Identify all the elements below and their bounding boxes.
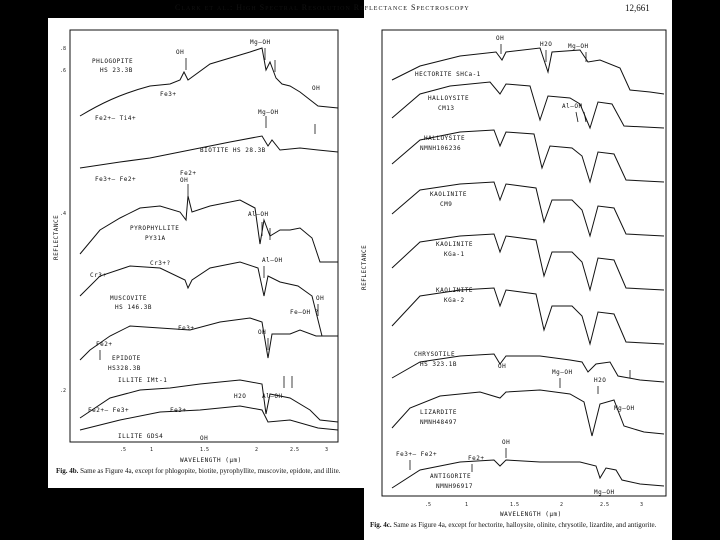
feature-label: OH xyxy=(496,35,505,42)
right-figure xyxy=(361,30,666,518)
feature-label: H2O xyxy=(594,377,607,384)
feature-label: H2O xyxy=(234,393,247,400)
right-xlabel: WAVELENGTH (µm) xyxy=(500,511,562,518)
feature-label: Fe3+– Fe2+ xyxy=(396,451,438,458)
sample-label: KAOLINITE xyxy=(436,287,474,294)
right-xtick: 2.5 xyxy=(600,502,610,508)
sample-label: BIOTITE HS 28.3B xyxy=(200,147,266,154)
feature-label: H2O xyxy=(540,41,553,48)
sample-label: NMNH106236 xyxy=(420,145,462,152)
right-axes-frame xyxy=(382,30,666,496)
page-number: 12,661 xyxy=(625,3,650,13)
feature-label: Fe–OH ? xyxy=(290,309,319,316)
right-xtick: 3 xyxy=(640,502,644,508)
caption-fig-number: Fig. 4b. xyxy=(56,467,79,475)
sample-label: MUSCOVITE xyxy=(110,295,148,302)
spectrum-curve xyxy=(392,82,664,128)
feature-label: Mg–OH xyxy=(552,369,573,376)
feature-label: Fe3+– Fe2+ xyxy=(95,176,137,183)
feature-label: Al–OH xyxy=(562,103,583,110)
feature-label: Mg–OH xyxy=(568,43,589,50)
feature-label: Fe2+ xyxy=(96,341,113,348)
left-axes-frame xyxy=(70,30,338,442)
feature-label: Al–OH xyxy=(248,211,269,218)
left-figure-caption xyxy=(56,466,356,476)
feature-label: Fe2+– Fe3+ xyxy=(88,407,130,414)
sample-label: CHRYSOTILE xyxy=(414,351,456,358)
spectrum-curve xyxy=(392,354,664,382)
sample-label: CM9 xyxy=(440,201,453,208)
left-ytick: .4 xyxy=(60,211,67,217)
sample-label: ILLITE IMt-1 xyxy=(118,377,168,384)
feature-label: OH xyxy=(312,85,321,92)
right-figure-caption xyxy=(370,520,666,530)
sample-label: HECTORITE SHCa-1 xyxy=(415,71,481,78)
feature-label: OH xyxy=(498,363,507,370)
left-xtick: 1 xyxy=(150,447,154,453)
spectrum-curve xyxy=(392,288,664,344)
right-xtick: 1 xyxy=(465,502,469,508)
feature-label: Fe3+ xyxy=(170,407,187,414)
right-xtick: 1.5 xyxy=(510,502,520,508)
sample-label: ILLITE GDS4 xyxy=(118,433,164,440)
feature-label: Cr3+? xyxy=(150,260,171,267)
feature-label: OH xyxy=(176,49,185,56)
sample-label: KAOLINITE xyxy=(436,241,474,248)
feature-label: Fe3+ xyxy=(178,325,195,332)
sample-label: NMNH96917 xyxy=(436,483,474,490)
caption-fig-number: Fig. 4c. xyxy=(370,521,392,529)
left-ylabel: REFLECTANCE xyxy=(53,214,60,260)
left-xlabel: WAVELENGTH (µm) xyxy=(180,457,242,464)
caption-text: Same as Figure 4a, except for phlogopite, biotite, pyrophyllite, muscovite, epidote, and illite. xyxy=(80,467,341,475)
feature-label: OH xyxy=(200,435,209,442)
feature-label: Fe2+ xyxy=(468,455,485,462)
feature-label: Al–OH xyxy=(262,257,283,264)
sample-label: PY31A xyxy=(145,235,166,242)
left-figure xyxy=(53,30,338,464)
left-xtick: .5 xyxy=(120,447,127,453)
feature-label: Mg–OH xyxy=(250,39,271,46)
left-xtick: 3 xyxy=(325,447,329,453)
left-xtick: 1.5 xyxy=(200,447,210,453)
feature-label: Al–OH xyxy=(262,393,283,400)
feature-label: OH xyxy=(180,177,189,184)
feature-label: Mg–OH xyxy=(258,109,279,116)
feature-arrow xyxy=(576,112,578,122)
right-xtick: .5 xyxy=(425,502,432,508)
sample-label: PYROPHYLLITE xyxy=(130,225,180,232)
feature-label: OH xyxy=(316,295,325,302)
sample-label: NMNH48497 xyxy=(420,419,458,426)
right-xtick: 2 xyxy=(560,502,564,508)
sample-label: EPIDOTE xyxy=(112,355,141,362)
running-head: Clark et al.: High Spectral Resolution Reflectance Spectroscopy xyxy=(175,3,470,12)
sample-label: LIZARDITE xyxy=(420,409,458,416)
sample-label: KGa-1 xyxy=(444,251,465,258)
feature-label: Fe2+ xyxy=(180,170,197,177)
feature-label: Fe3+ xyxy=(160,91,177,98)
sample-label: HALLOYSITE xyxy=(428,95,470,102)
left-ytick: .6 xyxy=(60,68,67,74)
left-xtick: 2.5 xyxy=(290,447,300,453)
sample-label: KAOLINITE xyxy=(430,191,468,198)
sample-label: ANTIGORITE xyxy=(430,473,472,480)
sample-label: HALLOYSITE xyxy=(424,135,466,142)
left-xtick: 2 xyxy=(255,447,259,453)
caption-text: Same as Figure 4a, except for hectorite, halloysite, olinite, chrysotile, lizardite, and antigorite. xyxy=(393,521,657,529)
feature-label: Mg–OH xyxy=(614,405,635,412)
feature-label: Fe2+– Ti4+ xyxy=(95,115,137,122)
sample-label: HS 323.1B xyxy=(420,361,458,368)
feature-label: OH xyxy=(258,329,267,336)
spectrum-curve xyxy=(80,380,338,422)
right-ylabel: REFLECTANCE xyxy=(361,244,368,290)
spectrum-curve xyxy=(80,196,338,262)
feature-label: OH xyxy=(502,439,511,446)
sample-label: PHLOGOPITE xyxy=(92,58,134,65)
left-ytick: .2 xyxy=(60,388,67,394)
spectrum-curve xyxy=(80,318,338,360)
sample-label: HS 23.3B xyxy=(100,67,133,74)
spectrum-curve xyxy=(392,234,664,290)
feature-label: Mg–OH xyxy=(594,489,615,496)
sample-label: CM13 xyxy=(438,105,455,112)
sample-label: HS328.3B xyxy=(108,365,141,372)
left-ytick: .8 xyxy=(60,46,67,52)
feature-label: Cr3+ xyxy=(90,272,107,279)
sample-label: KGa-2 xyxy=(444,297,465,304)
sample-label: HS 146.3B xyxy=(115,304,153,311)
